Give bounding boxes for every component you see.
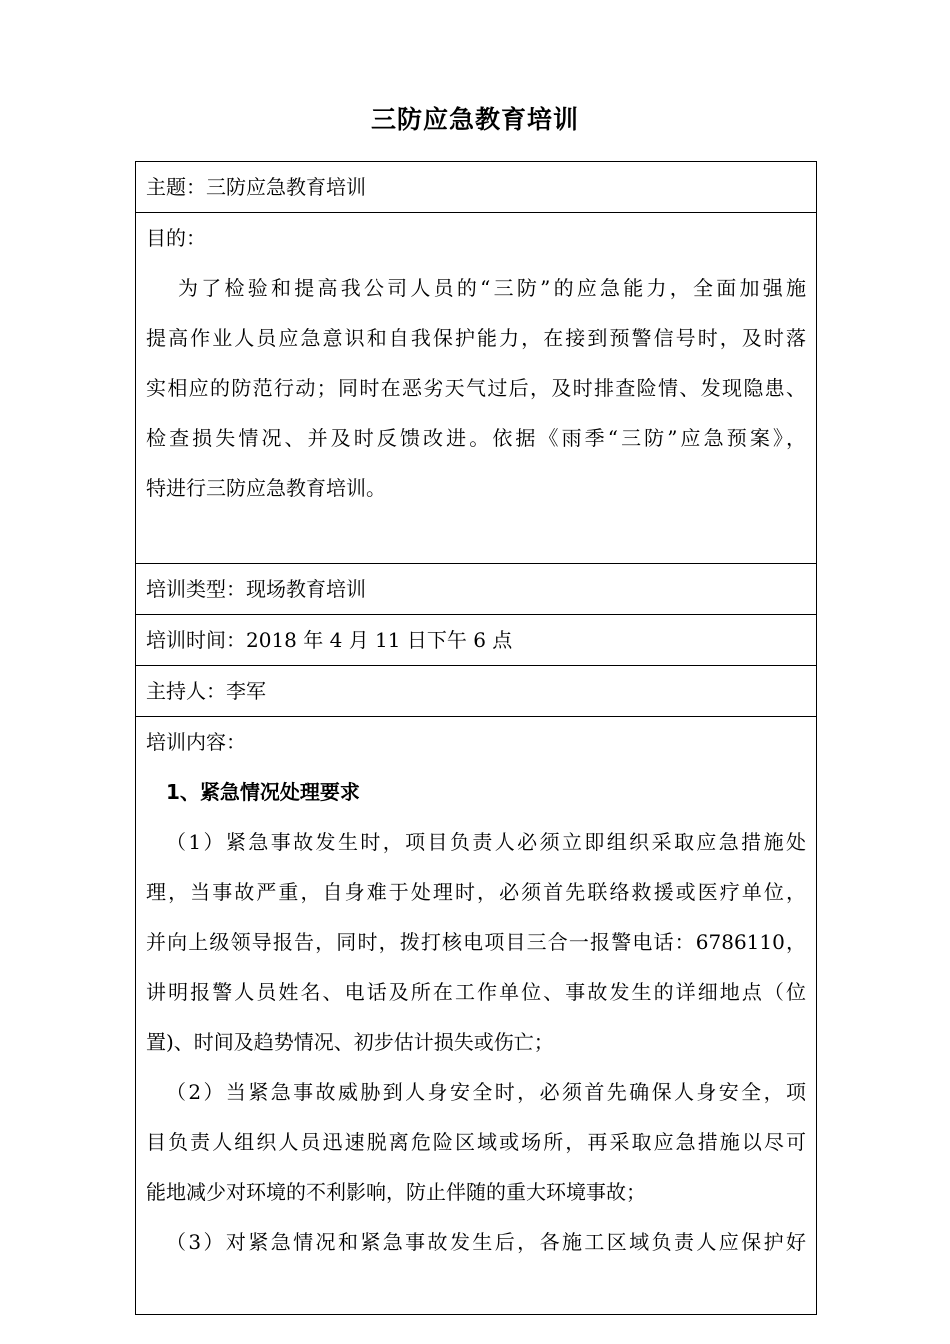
- content-row: [136, 717, 817, 1315]
- theme-cell: 主题：三防应急教育培训: [136, 162, 817, 213]
- content-line: 理，当事故严重，自身难于处理时，必须首先联络救援或医疗单位，: [146, 880, 806, 904]
- purpose-line: 特进行三防应急教育培训。: [146, 476, 386, 500]
- section-heading: 1、紧急情况处理要求: [166, 780, 360, 804]
- purpose-line: 提高作业人员应急意识和自我保护能力，在接到预警信号时，及时落: [146, 326, 806, 350]
- content-cell: [136, 717, 817, 1315]
- content-line: 并向上级领导报告，同时，拨打核电项目三合一报警电话：6786110，: [146, 930, 806, 954]
- content-line: 讲明报警人员姓名、电话及所在工作单位、事故发生的详细地点（位: [146, 980, 806, 1004]
- purpose-line: 检查损失情况、并及时反馈改进。依据《雨季“三防”应急预案》，: [146, 426, 806, 450]
- purpose-line: 实相应的防范行动；同时在恶劣天气过后，及时排查险情、发现隐患、: [146, 376, 806, 400]
- content-line: 目负责人组织人员迅速脱离危险区域或场所，再采取应急措施以尽可: [146, 1130, 806, 1154]
- host-cell: 主持人：李军: [136, 666, 817, 717]
- content-label: 培训内容：: [146, 730, 246, 754]
- training-record-table: [135, 161, 817, 1315]
- host-row: [136, 666, 817, 717]
- purpose-line: 为了检验和提高我公司人员的“三防”的应急能力，全面加强施: [178, 276, 806, 300]
- purpose-cell: [136, 213, 817, 564]
- content-line: （3）对紧急情况和紧急事故发生后，各施工区域负责人应保护好: [166, 1230, 806, 1254]
- content-line: （2）当紧急事故威胁到人身安全时，必须首先确保人身安全，项: [166, 1080, 806, 1104]
- purpose-label: 目的：: [146, 226, 206, 250]
- content-line: 置)、时间及趋势情况、初步估计损失或伤亡；: [146, 1030, 554, 1054]
- training-time-cell: 培训时间：2018 年 4 月 11 日下午 6 点: [136, 615, 817, 666]
- training-type-row: [136, 564, 817, 615]
- purpose-row: [136, 213, 817, 564]
- theme-row: [136, 162, 817, 213]
- training-time-row: [136, 615, 817, 666]
- content-line: （1）紧急事故发生时，项目负责人必须立即组织采取应急措施处: [166, 830, 806, 854]
- training-type-cell: 培训类型：现场教育培训: [136, 564, 817, 615]
- content-line: 能地减少对环境的不利影响，防止伴随的重大环境事故；: [146, 1180, 646, 1204]
- document-title: 三防应急教育培训: [370, 105, 579, 134]
